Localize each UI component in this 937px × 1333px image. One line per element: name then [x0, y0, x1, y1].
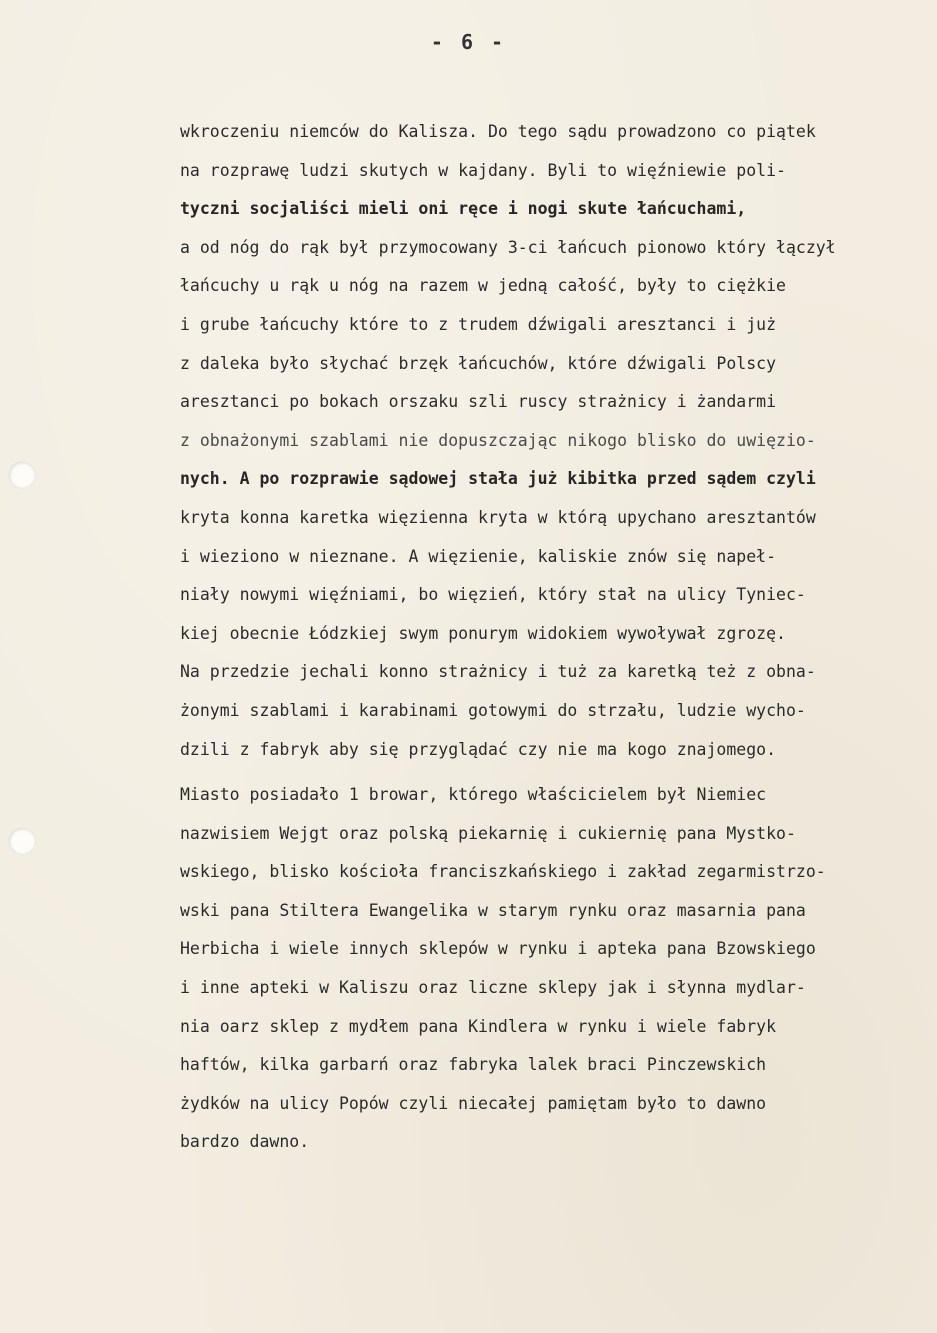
text-line: niały nowymi więźniami, bo więzień, który stał na ulicy Tyniec-	[180, 585, 806, 605]
text-line: z daleka było słychać brzęk łańcuchów, które dźwigali Polscy	[180, 353, 777, 373]
text-line: łańcuchy u rąk u nóg na razem w jedną całość, były to ciężkie	[180, 276, 786, 296]
text-line: wski pana Stiltera Ewangelika w starym rynku oraz masarnia pana	[180, 900, 806, 920]
paragraph-2	[180, 776, 937, 1162]
text-line: Herbicha i wiele innych sklepów w rynku i apteka pana Bzowskiego	[180, 939, 816, 959]
text-line: i grube łańcuchy które to z trudem dźwigali aresztanci i już	[180, 314, 777, 334]
punch-hole-bottom	[9, 828, 35, 854]
text-line: bardzo dawno.	[180, 1132, 310, 1152]
text-line: na rozprawę ludzi skutych w kajdany. Byli to więźniewie poli-	[180, 160, 786, 180]
text-line: aresztanci po bokach orszaku szli ruscy strażnicy i żandarmi	[180, 392, 777, 412]
text-line: kiej obecnie Łódzkiej swym ponurym widokiem wywoływał zgrozę.	[180, 623, 786, 643]
text-line: kryta konna karetka więzienna kryta w którą upychano aresztantów	[180, 507, 816, 527]
text-line: wskiego, blisko kościoła franciszkańskiego i zakład zegarmistrzo-	[180, 862, 826, 882]
text-line: i inne apteki w Kaliszu oraz liczne sklepy jak i słynna mydlar-	[180, 977, 806, 997]
text-line: haftów, kilka garbarń oraz fabryka lalek braci Pinczewskich	[180, 1055, 767, 1075]
text-line: nych. A po rozprawie sądowej stała już kibitka przed sądem czyli	[180, 469, 816, 489]
text-line: żonymi szablami i karabinami gotowymi do strzału, ludzie wycho-	[180, 700, 806, 720]
text-line: Miasto posiadało 1 browar, którego właścicielem był Niemiec	[180, 785, 767, 804]
text-line: żydków na ulicy Popów czyli niecałej pamiętam było to dawno	[180, 1093, 767, 1113]
text-line: Na przedzie jechali konno strażnicy i tuż za karetką też z obna-	[180, 662, 816, 682]
text-line: a od nóg do rąk był przymocowany 3-ci łańcuch pionowo który łączył	[180, 237, 836, 257]
text-line: i wieziono w nieznane. A więzienie, kaliskie znów się napeł-	[180, 546, 777, 566]
text-line: nazwisiem Wejgt oraz polską piekarnię i cukiernię pana Mystko-	[180, 823, 796, 843]
punch-hole-top	[9, 462, 35, 488]
text-line: tyczni socjaliści mieli oni ręce i nogi skute łańcuchami,	[180, 199, 747, 219]
paragraph-1	[180, 113, 937, 769]
page-number: - 6 -	[430, 30, 507, 54]
text-line: dzili z fabryk aby się przyglądać czy nie ma kogo znajomego.	[180, 739, 777, 759]
text-line: wkroczeniu niemców do Kalisza. Do tego sądu prowadzono co piątek	[180, 122, 816, 141]
text-line: nia oarz sklep z mydłem pana Kindlera w rynku i wiele fabryk	[180, 1016, 777, 1036]
text-line: z obnażonymi szablami nie dopuszczając nikogo blisko do uwięzio-	[180, 430, 816, 450]
